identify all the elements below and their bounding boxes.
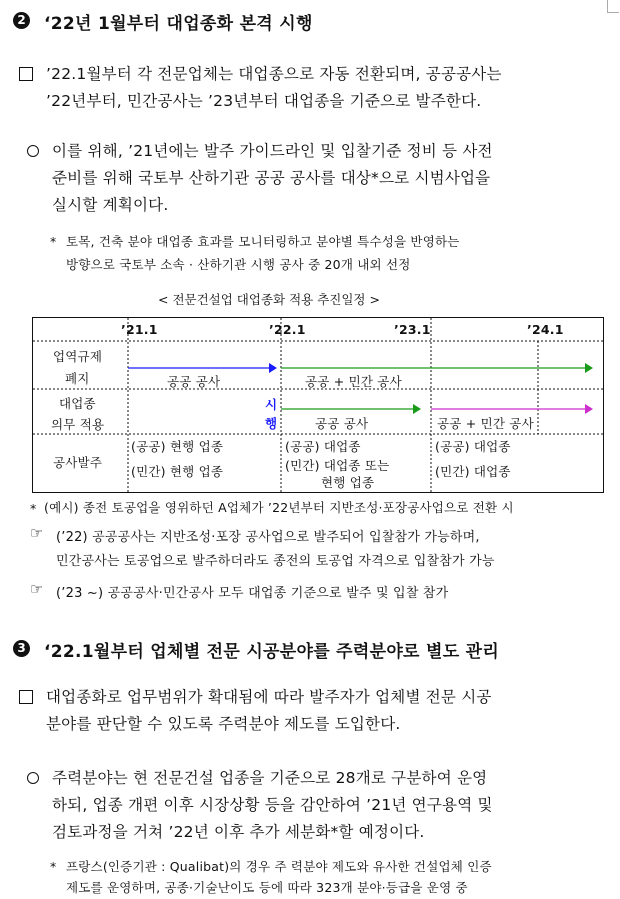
example-line: (예시) 종전 토공업을 영위하던 A업체가 ’22년부터 지반조성·포장공사업으로 전환 시 xyxy=(44,500,514,515)
asterisk-icon: * xyxy=(30,501,37,516)
note-line: 제도를 운영하며, 공종·기술난이도 등에 따라 323개 분야·등급을 운영 중 xyxy=(66,880,468,895)
paragraph-line xyxy=(46,62,502,84)
row-label: 의무 적용 xyxy=(51,417,105,432)
page-corner-mark xyxy=(607,0,608,12)
page-corner-mark xyxy=(607,12,619,13)
circle-bullet-icon xyxy=(27,145,39,157)
row-label: 공사발주 xyxy=(53,455,103,470)
bar-label: 공공 공사 xyxy=(167,374,221,389)
row-label: 대업종 xyxy=(59,396,96,411)
asterisk-icon: * xyxy=(50,859,57,874)
note-line: 토목, 건축 분야 대업종 효과를 모니터링하고 분야별 특수성을 반영하는 xyxy=(66,234,460,249)
section-title: ‘22.1월부터 업체별 전문 시공분야를 주력분야로 별도 관리 xyxy=(44,642,500,662)
note-line: 프랑스(인증기관 : Qualibat)의 경우 주 력분야 제도와 유사한 건설업체 인증 xyxy=(66,859,492,874)
bar-label: 공공 공사 xyxy=(315,416,369,431)
note-line: 민간공사는 토공업으로 발주하더라도 종전의 토공업 자격으로 입찰참가 가능 xyxy=(56,554,495,569)
note-line: (’23 ~) 공공공사·민간공사 모두 대업종 기준으로 발주 및 입찰 참가 xyxy=(56,586,449,601)
square-bullet-icon xyxy=(19,67,33,81)
cell-text: (공공) 대업종 xyxy=(285,439,361,454)
square-bullet-icon xyxy=(19,690,33,704)
cell-text: (민간) 대업종 또는 xyxy=(285,458,390,473)
year-header: ’21.1 xyxy=(121,322,158,337)
section-number-icon: 3 xyxy=(13,640,30,657)
paragraph-line: 대업종화로 업무범위가 확대됨에 따라 발주자가 업체별 전문 시공 xyxy=(46,688,492,706)
cell-text: (민간) 대업종 xyxy=(435,464,511,479)
pointing-hand-icon: ☞ xyxy=(30,524,44,542)
section-title: ‘22년 1월부터 대업종화 본격 시행 xyxy=(44,14,313,34)
row-label: 업역규제 xyxy=(53,349,103,364)
paragraph-line: 실시할 계획이다. xyxy=(52,196,169,214)
paragraph-line: 분야를 판단할 수 있도록 주력분야 제도를 도입한다. xyxy=(46,715,401,733)
year-header: ’22.1 xyxy=(269,322,306,337)
asterisk-icon: * xyxy=(50,234,57,249)
note-line: (’22) 공공공사는 지반조성·포장 공사업으로 발주되어 입찰참가 가능하며, xyxy=(56,530,480,545)
para-text: ’22.1월부터 각 전문업체는 대업종으로 자동 전환되며, 공공공사는 xyxy=(46,65,502,83)
paragraph-line: 검토과정을 거쳐 ’22년 이후 추가 세분화*할 예정이다. xyxy=(52,823,425,841)
cell-text: (공공) 대업종 xyxy=(435,439,511,454)
paragraph-line xyxy=(46,89,481,111)
year-header: ’24.1 xyxy=(527,322,564,337)
schedule-table xyxy=(32,317,604,493)
circle-bullet-icon xyxy=(27,772,39,784)
paragraph-line: 준비를 위해 국토부 산하기관 공공 공사를 대상*으로 시범사업을 xyxy=(52,169,491,187)
para-text: ’22년부터, 민간공사는 ’23년부터 대업종을 기준으로 발주한다. xyxy=(46,92,482,110)
row-label: 폐지 xyxy=(65,371,90,386)
trial-label: 시 xyxy=(265,397,278,412)
section-number-icon: 2 xyxy=(13,12,30,29)
year-header: ’23.1 xyxy=(394,322,431,337)
cell-text: 현행 업종 xyxy=(321,475,375,490)
cell-text: (공공) 현행 업종 xyxy=(131,439,224,454)
paragraph-line: 주력분야는 현 전문건설 업종을 기준으로 28개로 구분하여 운영 xyxy=(52,769,488,787)
table-caption: < 전문건설업 대업종화 적용 추진일정 > xyxy=(158,292,380,307)
paragraph-line: 하되, 업종 개편 이후 시장상황 등을 감안하여 ’21년 연구용역 및 xyxy=(52,796,493,814)
cell-text: (민간) 현행 업종 xyxy=(131,464,224,479)
bar-label: 공공 + 민간 공사 xyxy=(305,374,402,389)
note-line: 방향으로 국토부 소속 · 산하기관 시행 공사 중 20개 내외 선정 xyxy=(66,257,411,272)
paragraph-line: 이를 위해, ’21년에는 발주 가이드라인 및 입찰기준 정비 등 사전 xyxy=(52,142,493,160)
bar-label: 공공 + 민간 공사 xyxy=(437,416,534,431)
trial-label: 행 xyxy=(265,416,278,431)
pointing-hand-icon: ☞ xyxy=(30,580,44,598)
